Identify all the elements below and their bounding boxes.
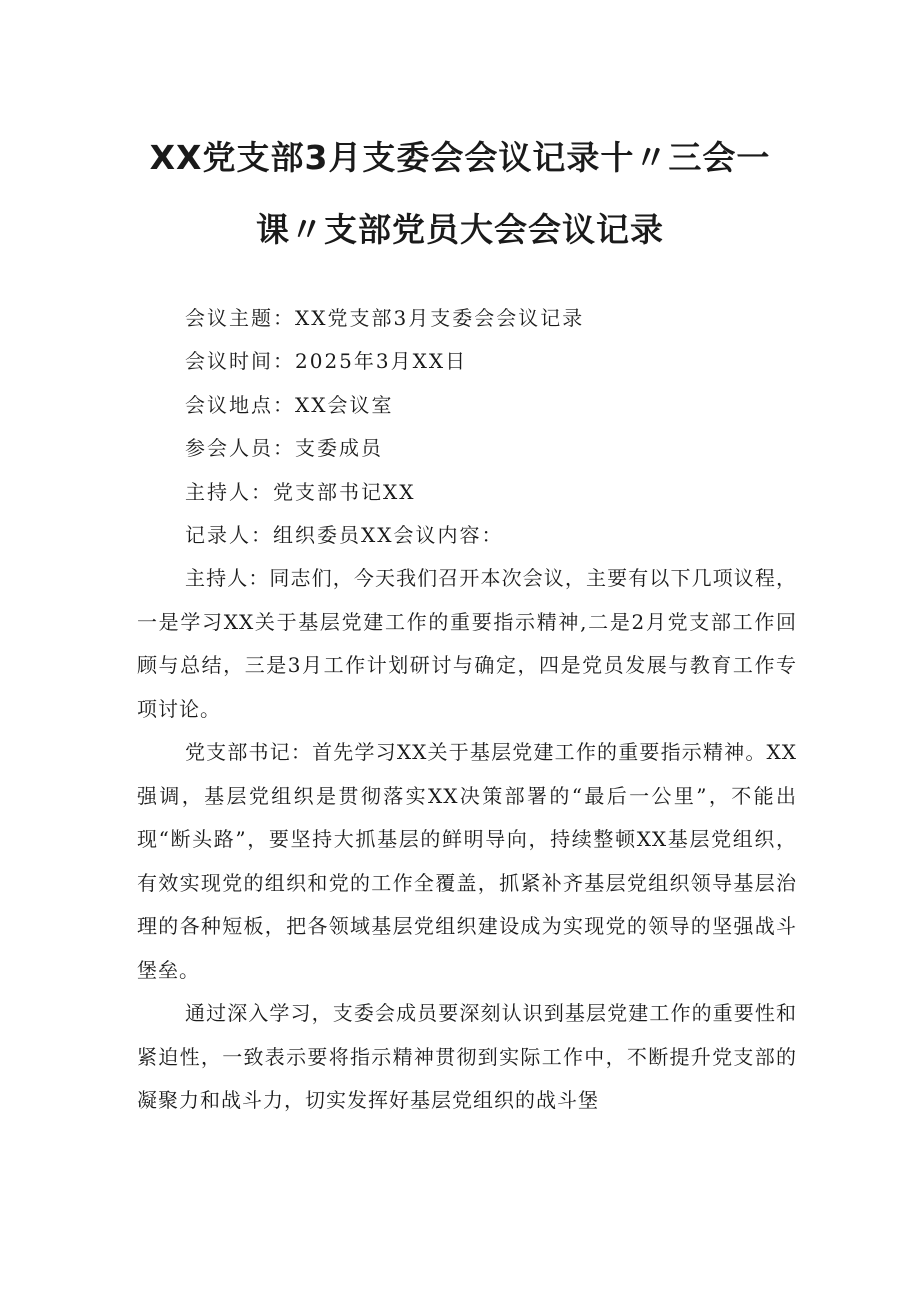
- meeting-place: 会议地点：XX会议室: [185, 393, 394, 417]
- body-paragraph: 主持人：同志们，今天我们召开本次会议，主要有以下几项议程，一是学习XX关于基层党建工作的重要指示精神,二是2月党支部工作回顾与总结，三是3月工作计划研讨与确定，四是党员发展与教育工作专项讨论。: [137, 566, 797, 721]
- meeting-recorder: 记录人：组织委员XX会议内容：: [185, 523, 504, 547]
- meeting-attendees: 参会人员：支委成员: [185, 436, 383, 460]
- meeting-time: 会议时间：2025年3月XX日: [185, 349, 468, 373]
- meeting-theme: 会议主题：XX党支部3月支委会会议记录: [185, 306, 585, 330]
- document-title-line-2: 课〃支部党员大会会议记录: [256, 210, 664, 249]
- body-paragraph: 通过深入学习，支委会成员要深刻认识到基层党建工作的重要性和紧迫性，一致表示要将指示精神贯彻到实际工作中，不断提升党支部的凝聚力和战斗力，切实发挥好基层党组织的战斗堡: [137, 1001, 797, 1112]
- document-title-line-1: XX党支部3月支委会会议记录十〃三会一: [149, 138, 771, 177]
- meeting-host: 主持人：党支部书记XX: [185, 480, 416, 504]
- body-paragraph: 党支部书记：首先学习XX关于基层党建工作的重要指示精神。XX强调，基层党组织是贯彻落实XX决策部署的“最后一公里”，不能出现“断头路”，要坚持大抓基层的鲜明导向，持续整顿XX基层党组织，有效实现党的组织和党的工作全覆盖，抓紧补齐基层党组织领导基层治理的各种短板，把各领域基层党组织建设成为实现党的领导的坚强战斗堡垒。: [137, 740, 797, 982]
